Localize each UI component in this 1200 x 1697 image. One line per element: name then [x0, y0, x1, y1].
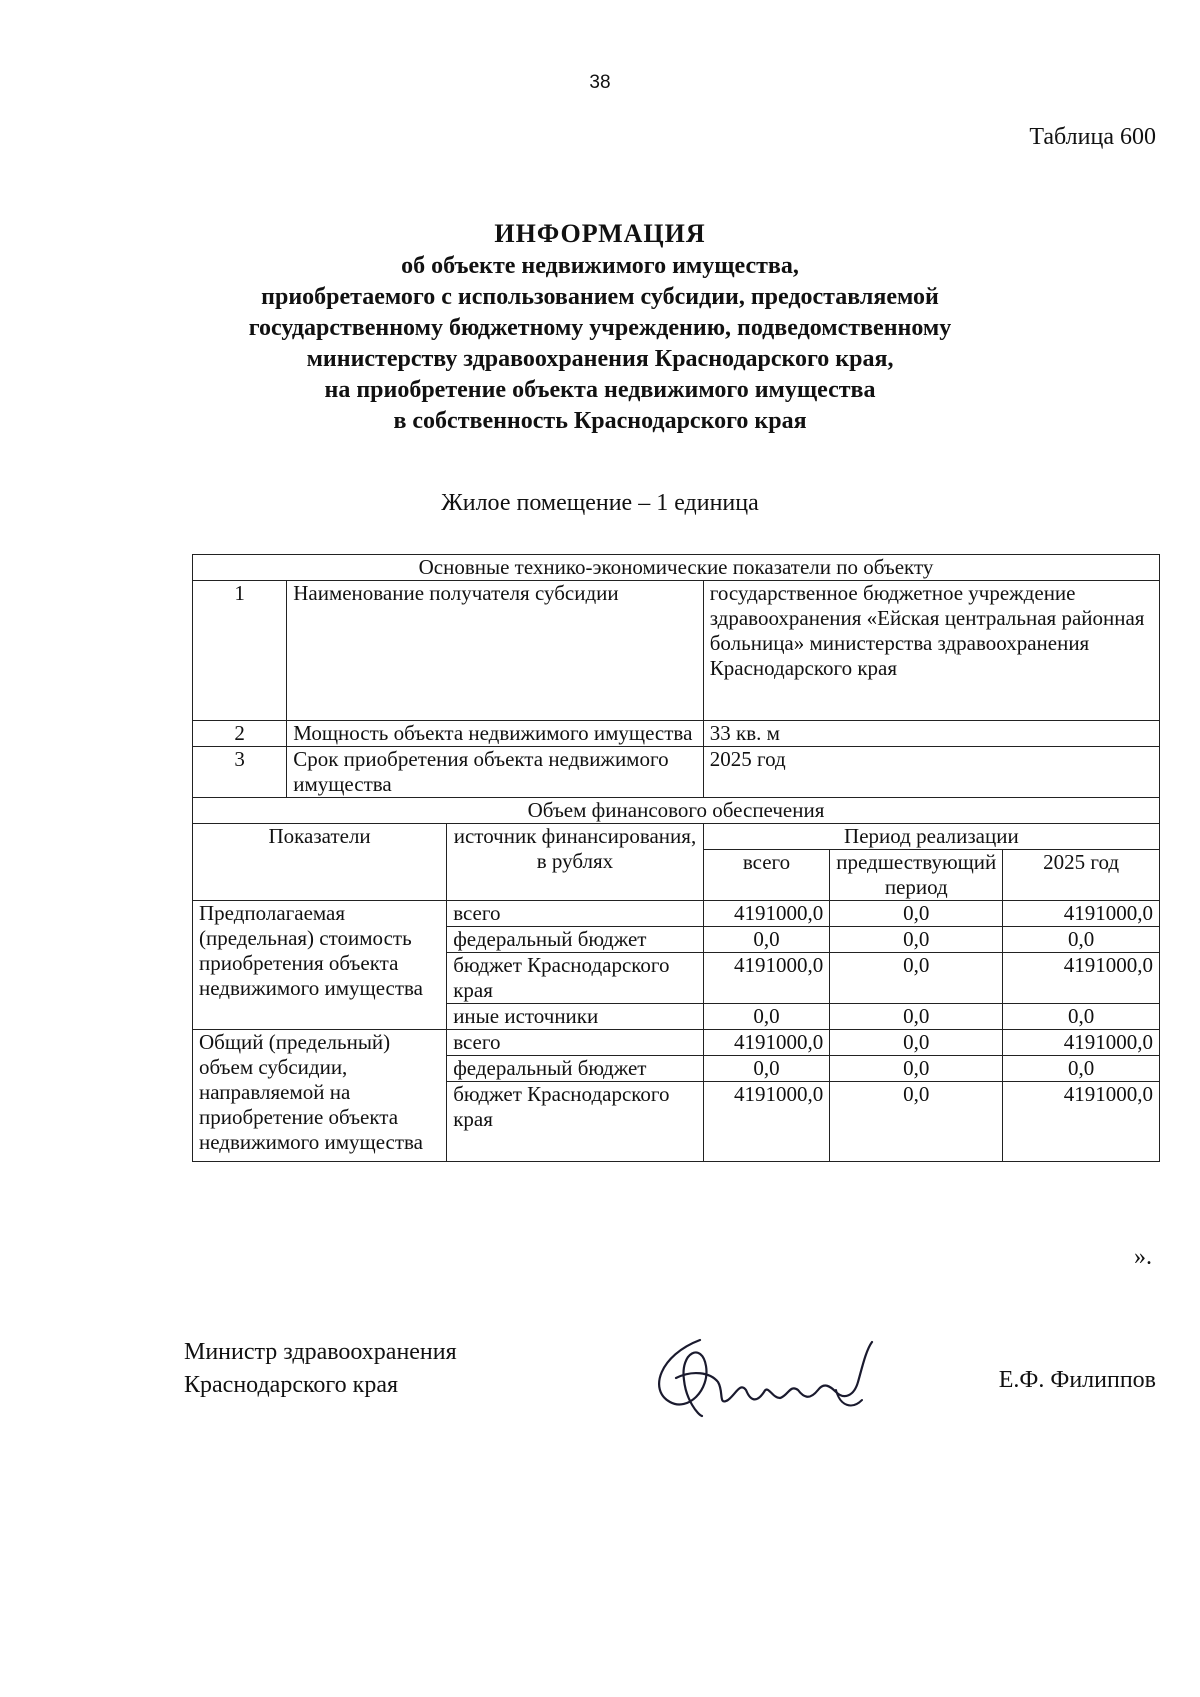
previous-cell: 0,0	[830, 901, 1003, 927]
row-value: 2025 год	[703, 747, 1159, 798]
total-cell: 4191000,0	[703, 1030, 830, 1056]
title-line: на приобретение объекта недвижимого имущества	[324, 377, 876, 403]
header-previous: предшествующий период	[830, 850, 1003, 901]
year-cell: 4191000,0	[1003, 901, 1160, 927]
table-row	[193, 721, 1160, 747]
section-header-financing: Объем финансового обеспечения	[193, 798, 1160, 824]
title-line: приобретаемого с использованием субсидии, предоставляемой	[261, 284, 939, 310]
source-cell: бюджет Краснодарского края	[447, 953, 704, 1004]
previous-cell: 0,0	[830, 1082, 1003, 1162]
page-number: 38	[589, 72, 611, 93]
title-line: государственному бюджетному учреждению, подведомственному	[248, 315, 952, 341]
total-cell: 4191000,0	[703, 901, 830, 927]
header-year: 2025 год	[1003, 850, 1160, 901]
signer-title-line: Министр здравоохранения	[184, 1339, 457, 1365]
source-cell: федеральный бюджет	[447, 1056, 704, 1082]
previous-cell: 0,0	[830, 1030, 1003, 1056]
handwritten-signature-icon	[640, 1320, 890, 1430]
total-cell: 0,0	[703, 927, 830, 953]
total-cell: 0,0	[703, 1004, 830, 1030]
row-label: Мощность объекта недвижимого имущества	[287, 721, 704, 747]
source-cell: федеральный бюджет	[447, 927, 704, 953]
previous-cell: 0,0	[830, 1056, 1003, 1082]
row-number: 3	[193, 747, 287, 798]
total-cell: 4191000,0	[703, 1082, 830, 1162]
source-cell: иные источники	[447, 1004, 704, 1030]
year-cell: 0,0	[1003, 1004, 1160, 1030]
source-cell: всего	[447, 1030, 704, 1056]
signer-title	[184, 1336, 457, 1402]
previous-cell: 0,0	[830, 927, 1003, 953]
closing-quote: ».	[1134, 1244, 1152, 1270]
header-period: Период реализации	[703, 824, 1159, 850]
row-label: Срок приобретения объекта недвижимого имущества	[287, 747, 704, 798]
source-cell: всего	[447, 901, 704, 927]
title-line: министерству здравоохранения Краснодарского края,	[306, 346, 894, 372]
row-number: 1	[193, 581, 287, 721]
total-cell: 0,0	[703, 1056, 830, 1082]
title-line: в собственность Краснодарского края	[393, 408, 807, 434]
document-title	[0, 218, 1200, 437]
signer-title-line: Краснодарского края	[184, 1372, 399, 1398]
header-indicators: Показатели	[193, 824, 447, 901]
section-header-row	[193, 798, 1160, 824]
group-name: Общий (предельный) объем субсидии, направляемой на приобретение объекта недвижимого имущества	[193, 1030, 447, 1162]
total-cell: 4191000,0	[703, 953, 830, 1004]
object-info-table	[192, 554, 1160, 1162]
table-label: Таблица 600	[1029, 124, 1156, 150]
section-header-row	[193, 555, 1160, 581]
section-header-indicators: Основные технико-экономические показатели по объекту	[193, 555, 1160, 581]
table-row	[193, 747, 1160, 798]
previous-cell: 0,0	[830, 1004, 1003, 1030]
year-cell: 4191000,0	[1003, 1082, 1160, 1162]
row-value: 33 кв. м	[703, 721, 1159, 747]
table-row	[193, 581, 1160, 721]
group-name: Предполагаемая (предельная) стоимость приобретения объекта недвижимого имущества	[193, 901, 447, 1030]
object-subtitle: Жилое помещение – 1 единица	[441, 490, 759, 516]
row-label: Наименование получателя субсидии	[287, 581, 704, 721]
fin-header-row	[193, 824, 1160, 850]
source-cell: бюджет Краснодарского края	[447, 1082, 704, 1162]
signer-name: Е.Ф. Филиппов	[998, 1367, 1156, 1393]
previous-cell: 0,0	[830, 953, 1003, 1004]
year-cell: 4191000,0	[1003, 1030, 1160, 1056]
title-main: ИНФОРМАЦИЯ	[494, 219, 706, 248]
row-value: государственное бюджетное учреждение здравоохранения «Ейская центральная районная больница» министерства здравоохранения Краснодарского края	[703, 581, 1159, 721]
table-row	[193, 1030, 1160, 1056]
year-cell: 0,0	[1003, 1056, 1160, 1082]
title-line: об объекте недвижимого имущества,	[401, 253, 799, 279]
table-row	[193, 901, 1160, 927]
year-cell: 0,0	[1003, 927, 1160, 953]
year-cell: 4191000,0	[1003, 953, 1160, 1004]
header-source: источник финансирования, в рублях	[447, 824, 704, 901]
header-total: всего	[703, 850, 830, 901]
row-number: 2	[193, 721, 287, 747]
